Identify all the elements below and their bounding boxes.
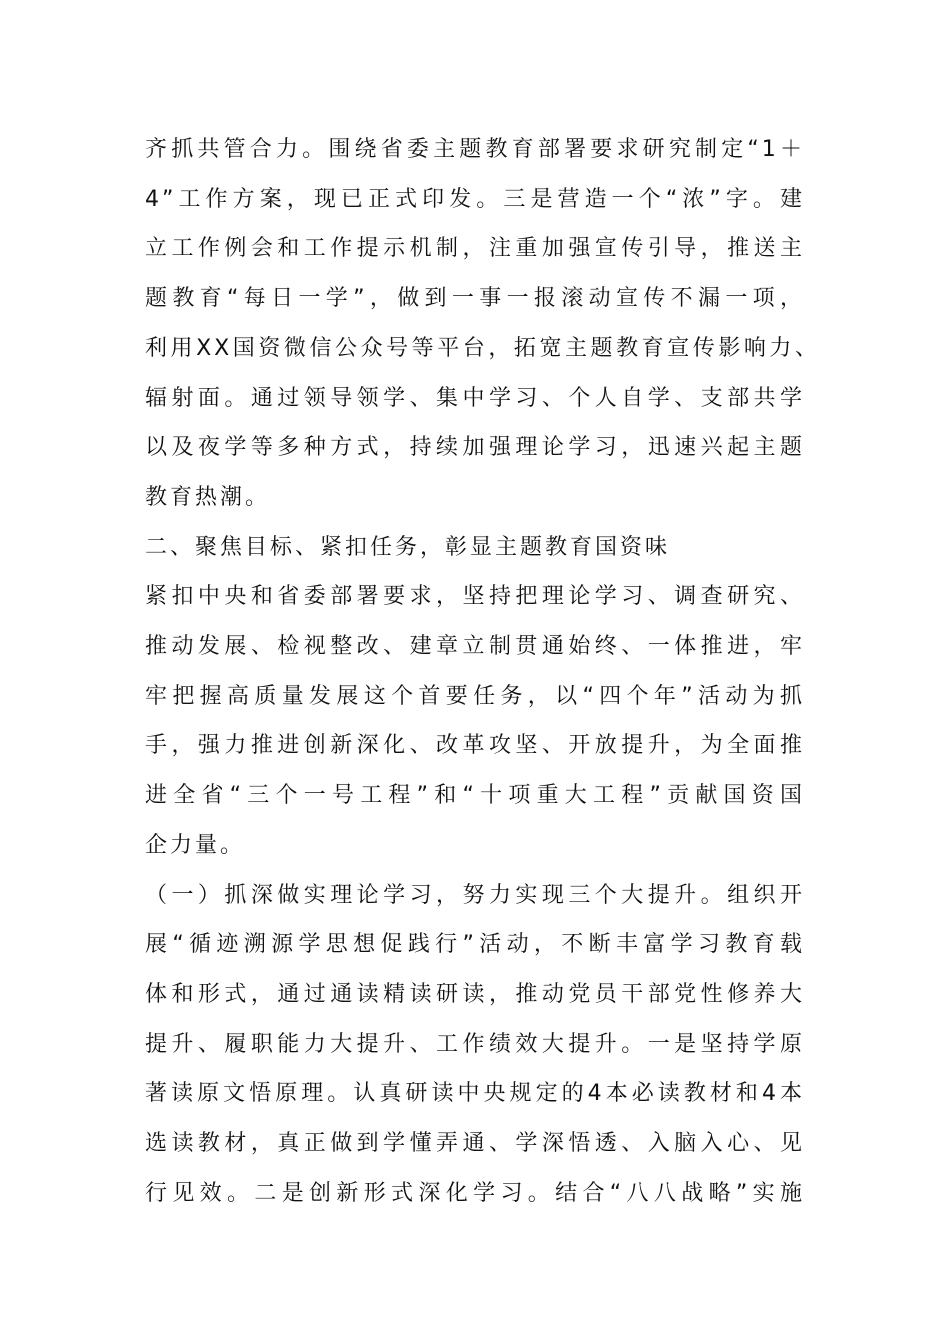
text-line: 牢把握高质量发展这个首要任务，以“四个年”活动为抓 <box>145 683 805 709</box>
text-line: 立工作例会和工作提示机制，注重加强宣传引导，推送主 <box>145 236 805 262</box>
text-line: 选读教材，真正做到学懂弄通、学深悟透、入脑入心、见 <box>145 1131 805 1156</box>
text-line: 行见效。二是创新形式深化学习。结合“八八战略”实施 <box>145 1180 805 1206</box>
text-line: 题教育“每日一学”，做到一事一报滚动宣传不漏一项， <box>145 286 805 312</box>
text-line: 紧扣中央和省委部署要求，坚持把理论学习、调查研究、 <box>145 584 805 610</box>
text-line: 推动发展、检视整改、建章立制贯通始终、一体推进，牢 <box>145 634 805 659</box>
text-line: 手，强力推进创新深化、改革攻坚、开放提升，为全面推 <box>145 733 805 759</box>
text-line: 4”工作方案，现已正式印发。三是营造一个“浓”字。建 <box>145 186 805 212</box>
text-line: 展“循迹溯源学思想促践行”活动，不断丰富学习教育载 <box>145 932 805 958</box>
section-heading: 二、聚焦目标、紧扣任务，彰显主题教育国资味 <box>145 534 671 560</box>
text-line: 辐射面。通过领导领学、集中学习、个人自学、支部共学 <box>145 385 805 411</box>
text-line: 进全省“三个一号工程”和“十项重大工程”贡献国资国 <box>145 783 805 809</box>
text-line: 著读原文悟原理。认真研读中央规定的4本必读教材和4本 <box>145 1081 805 1107</box>
text-line: 教育热潮。 <box>145 484 271 510</box>
text-line: 以及夜学等多种方式，持续加强理论学习，迅速兴起主题 <box>145 435 805 461</box>
text-line: 提升、履职能力大提升、工作绩效大提升。一是坚持学原 <box>145 1031 805 1057</box>
text-line: 利用XX国资微信公众号等平台，拓宽主题教育宣传影响力、 <box>145 335 820 361</box>
text-line: 齐抓共管合力。围绕省委主题教育部署要求研究制定“1＋ <box>145 137 805 162</box>
text-line: 体和形式，通过通读精读研读，推动党员干部党性修养大 <box>145 981 805 1007</box>
text-line: 企力量。 <box>145 832 246 858</box>
text-line: （一）抓深做实理论学习，努力实现三个大提升。组织开 <box>145 882 805 908</box>
